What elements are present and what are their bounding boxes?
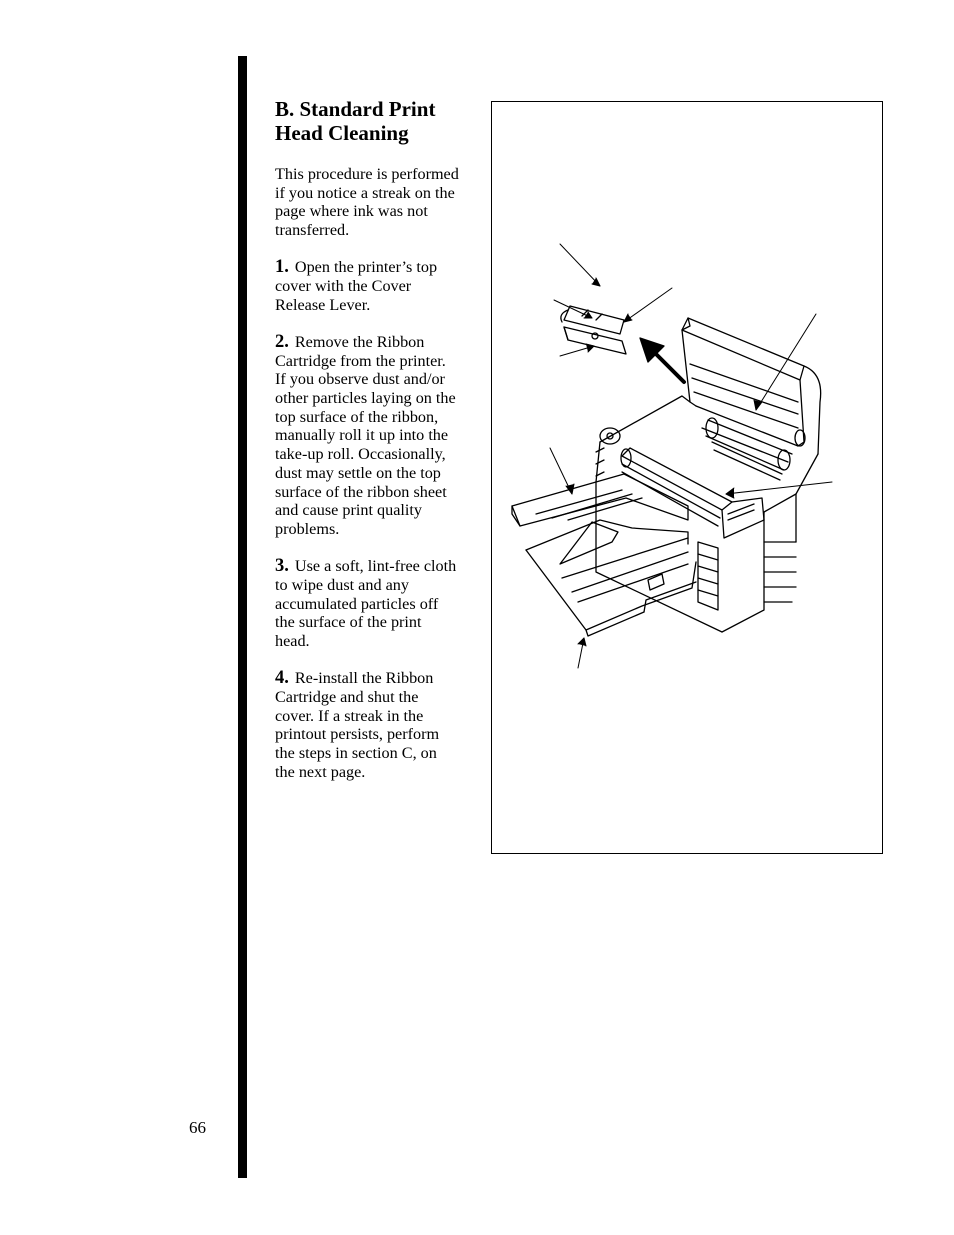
step-text: Re-install the Ribbon Cartridge and shut the cover. If a streak in the printout persists, perform the steps in section C, on the next page. <box>275 669 440 781</box>
figure-box <box>491 101 883 854</box>
removal-arrow <box>640 338 684 382</box>
step-text: Use a soft, lint-free cloth to wipe dust and any accumulated particles off the surface of the print head. <box>275 557 457 650</box>
printer-body-drawing <box>596 396 818 632</box>
printer-illustration <box>492 102 882 853</box>
section-heading: B. Standard Print Head Cleaning <box>275 97 436 145</box>
step-2 <box>275 333 460 539</box>
instruction-column <box>275 98 460 800</box>
step-text: Open the printer’s top cover with the Cover Release Lever. <box>275 258 438 314</box>
step-3 <box>275 557 460 651</box>
margin-rule <box>238 56 247 1178</box>
step-text: Remove the Ribbon Cartridge from the printer. If you observe dust and/or other particles laying on the top surface of the ribbon, manually roll it up into the take-up roll. Occasionally, dust may settle on the top surface of the ribbon sheet and cause print quality problems. <box>275 332 456 538</box>
step-number: 4. <box>275 668 289 689</box>
step-number: 1. <box>275 257 289 278</box>
intro-paragraph: This procedure is performed if you notice a streak on the page where ink was not transferred. <box>275 165 459 240</box>
step-4 <box>275 669 460 781</box>
step-number: 3. <box>275 556 289 577</box>
step-1 <box>275 258 460 314</box>
page-number: 66 <box>189 1118 206 1137</box>
open-top-cover-drawing <box>682 318 821 454</box>
step-number: 2. <box>275 331 289 352</box>
